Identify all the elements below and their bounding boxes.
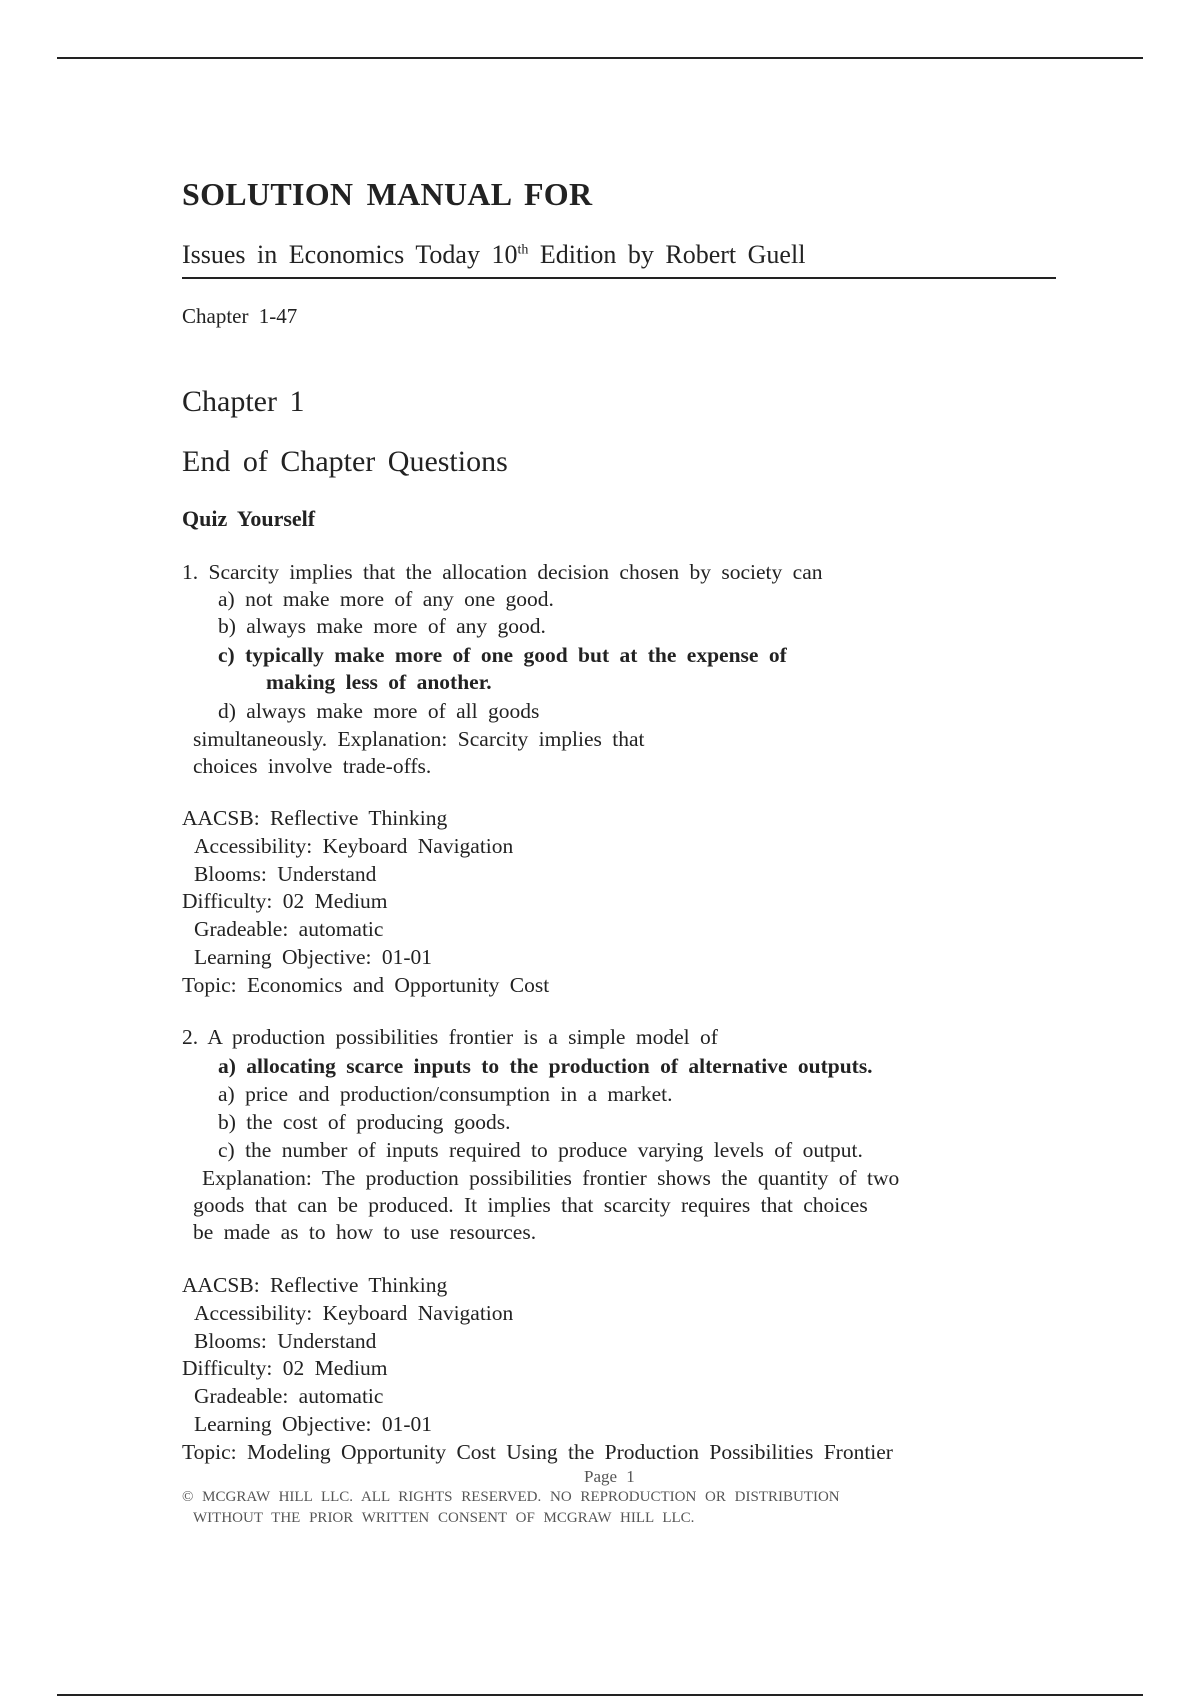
question-2-correct-answer: a) allocating scarce inputs to the production of alternative outputs. — [218, 1054, 873, 1078]
question-2-explanation-cont-2: be made as to how to use resources. — [193, 1220, 537, 1244]
question-1-option-a: a) not make more of any one good. — [218, 587, 554, 611]
chapter-heading: Chapter 1 — [182, 385, 305, 418]
question-2-stem: 2. A production possibilities frontier is a simple model of — [182, 1025, 718, 1049]
subtitle-main: Issues in Economics Today 10 — [182, 240, 518, 269]
document-title: SOLUTION MANUAL FOR — [182, 176, 593, 212]
bottom-rule — [57, 1694, 1143, 1696]
question-2-meta-topic: Topic: Modeling Opportunity Cost Using the Production Possibilities Frontier — [182, 1440, 893, 1464]
question-1-meta-aacsb: AACSB: Reflective Thinking — [182, 806, 448, 830]
question-1-meta-blooms: Blooms: Understand — [194, 862, 377, 886]
subtitle-superscript: th — [517, 242, 529, 258]
top-rule — [57, 57, 1143, 59]
question-2-meta-accessibility: Accessibility: Keyboard Navigation — [194, 1301, 514, 1325]
question-1-meta-accessibility: Accessibility: Keyboard Navigation — [194, 834, 514, 858]
question-1-option-b: b) always make more of any good. — [218, 614, 546, 638]
question-1-explanation-cont: choices involve trade-offs. — [193, 754, 432, 778]
question-2-meta-difficulty: Difficulty: 02 Medium — [182, 1356, 388, 1380]
quiz-heading: Quiz Yourself — [182, 506, 316, 531]
question-2-option-b: b) the cost of producing goods. — [218, 1110, 511, 1134]
copyright-line-1: © MCGRAW HILL LLC. ALL RIGHTS RESERVED. NO REPRODUCTION OR DISTRIBUTION — [182, 1489, 840, 1505]
question-2-option-a: a) price and production/consumption in a market. — [218, 1082, 673, 1106]
page-number: Page 1 — [584, 1467, 635, 1486]
question-2-meta-objective: Learning Objective: 01-01 — [194, 1412, 433, 1436]
subtitle-rest: Edition by Robert Guell — [528, 240, 806, 269]
copyright-line-2: WITHOUT THE PRIOR WRITTEN CONSENT OF MCGRAW HILL LLC. — [193, 1510, 695, 1526]
question-2-meta-aacsb: AACSB: Reflective Thinking — [182, 1273, 448, 1297]
question-1-meta-gradeable: Gradeable: automatic — [194, 917, 384, 941]
question-1-stem: 1. Scarcity implies that the allocation decision chosen by society can — [182, 560, 823, 584]
question-1-meta-topic: Topic: Economics and Opportunity Cost — [182, 973, 550, 997]
question-2-meta-blooms: Blooms: Understand — [194, 1329, 377, 1353]
subtitle-rule — [182, 277, 1056, 279]
question-1-correct-answer: c) typically make more of one good but at the expense of — [218, 643, 787, 667]
question-1-meta-difficulty: Difficulty: 02 Medium — [182, 889, 388, 913]
question-1-explanation: simultaneously. Explanation: Scarcity implies that — [193, 727, 645, 751]
question-1-correct-answer-cont: making less of another. — [266, 670, 492, 694]
question-2-option-c: c) the number of inputs required to produce varying levels of output. — [218, 1138, 863, 1162]
question-2-explanation: Explanation: The production possibilities frontier shows the quantity of two — [202, 1166, 900, 1190]
section-heading: End of Chapter Questions — [182, 445, 508, 478]
question-1-option-d: d) always make more of all goods — [218, 699, 540, 723]
question-2-meta-gradeable: Gradeable: automatic — [194, 1384, 384, 1408]
question-2-explanation-cont: goods that can be produced. It implies that scarcity requires that choices — [193, 1193, 868, 1217]
chapter-range: Chapter 1-47 — [182, 304, 298, 328]
question-1-meta-objective: Learning Objective: 01-01 — [194, 945, 433, 969]
document-subtitle — [182, 240, 805, 270]
